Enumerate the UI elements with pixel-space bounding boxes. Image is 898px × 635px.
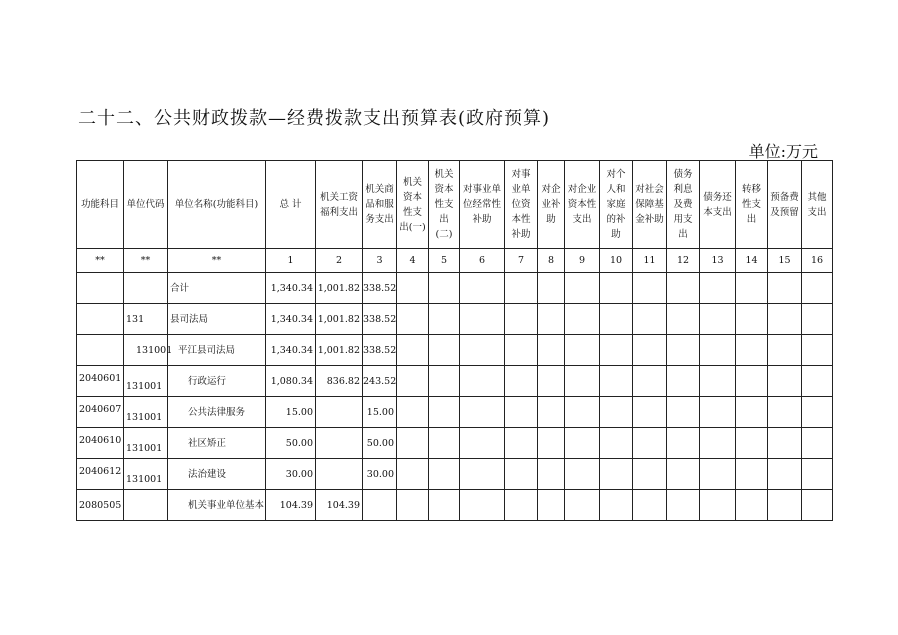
unit-code-cell: 131001 <box>124 397 168 428</box>
unit-name-cell: 社区矫正 <box>168 428 266 459</box>
empty-cell <box>768 273 802 304</box>
empty-cell <box>633 366 667 397</box>
wages-cell: 1,001.82 <box>316 304 363 335</box>
empty-cell <box>429 428 460 459</box>
unit-code-cell: 131001 <box>124 459 168 490</box>
total-cell: 104.39 <box>266 490 316 521</box>
index-cell: 16 <box>802 249 833 273</box>
empty-cell <box>768 428 802 459</box>
empty-cell <box>565 366 600 397</box>
unit-name-cell: 县司法局 <box>168 304 266 335</box>
col-header-func-code: 功能科目 <box>77 161 124 249</box>
empty-cell <box>700 335 736 366</box>
empty-cell <box>565 490 600 521</box>
empty-cell <box>565 397 600 428</box>
empty-cell <box>397 459 429 490</box>
index-cell: 4 <box>397 249 429 273</box>
total-cell: 1,080.34 <box>266 366 316 397</box>
empty-cell <box>538 335 565 366</box>
col-header-debt-interest: 债务利息及费用支出 <box>667 161 700 249</box>
func-code-cell <box>77 273 124 304</box>
total-cell: 1,340.34 <box>266 304 316 335</box>
unit-name-cell: 公共法律服务 <box>168 397 266 428</box>
goods-services-cell: 338.52 <box>363 335 397 366</box>
col-header-household-subsidy: 对个人和家庭的补助 <box>600 161 633 249</box>
wages-cell <box>316 397 363 428</box>
col-header-total: 总 计 <box>266 161 316 249</box>
empty-cell <box>633 397 667 428</box>
goods-services-cell: 243.52 <box>363 366 397 397</box>
empty-cell <box>768 304 802 335</box>
empty-cell <box>700 490 736 521</box>
empty-cell <box>460 459 505 490</box>
index-cell: 1 <box>266 249 316 273</box>
empty-cell <box>667 366 700 397</box>
col-header-wages: 机关工资福利支出 <box>316 161 363 249</box>
empty-cell <box>736 304 768 335</box>
total-cell: 30.00 <box>266 459 316 490</box>
empty-cell <box>600 459 633 490</box>
empty-cell <box>538 366 565 397</box>
empty-cell <box>736 273 768 304</box>
unit-code-cell <box>124 273 168 304</box>
empty-cell <box>565 273 600 304</box>
goods-services-cell: 15.00 <box>363 397 397 428</box>
empty-cell <box>460 428 505 459</box>
empty-cell <box>538 273 565 304</box>
empty-cell <box>397 397 429 428</box>
index-cell: 9 <box>565 249 600 273</box>
table-row <box>77 335 833 366</box>
goods-services-cell <box>363 490 397 521</box>
unit-code-cell: 131001 <box>124 428 168 459</box>
col-header-enterprise-capital: 对企业资本性支出 <box>565 161 600 249</box>
col-header-other: 其他支出 <box>802 161 833 249</box>
index-cell: 12 <box>667 249 700 273</box>
empty-cell <box>600 304 633 335</box>
col-header-debt-principal: 债务还本支出 <box>700 161 736 249</box>
empty-cell <box>460 397 505 428</box>
total-cell: 50.00 <box>266 428 316 459</box>
empty-cell <box>505 428 538 459</box>
empty-cell <box>768 366 802 397</box>
wages-cell <box>316 428 363 459</box>
empty-cell <box>460 304 505 335</box>
empty-cell <box>460 273 505 304</box>
empty-cell <box>538 459 565 490</box>
empty-cell <box>667 490 700 521</box>
empty-cell <box>802 273 833 304</box>
empty-cell <box>700 397 736 428</box>
empty-cell <box>429 397 460 428</box>
empty-cell <box>802 335 833 366</box>
empty-cell <box>736 335 768 366</box>
goods-services-cell: 50.00 <box>363 428 397 459</box>
func-code-cell <box>77 335 124 366</box>
unit-label: 单位:万元 <box>748 142 818 161</box>
index-cell: 8 <box>538 249 565 273</box>
empty-cell <box>460 366 505 397</box>
empty-cell <box>768 397 802 428</box>
empty-cell <box>505 366 538 397</box>
col-header-unit-code: 单位代码 <box>124 161 168 249</box>
empty-cell <box>429 459 460 490</box>
table-row <box>77 366 833 397</box>
empty-cell <box>565 459 600 490</box>
empty-cell <box>429 304 460 335</box>
func-code-cell: 2080505 <box>77 490 124 521</box>
index-cell: 2 <box>316 249 363 273</box>
table-row <box>77 397 833 428</box>
empty-cell <box>700 366 736 397</box>
empty-cell <box>429 366 460 397</box>
empty-cell <box>802 428 833 459</box>
empty-cell <box>802 490 833 521</box>
index-cell: ** <box>168 249 266 273</box>
empty-cell <box>667 459 700 490</box>
empty-cell <box>397 335 429 366</box>
wages-cell <box>316 459 363 490</box>
empty-cell <box>600 273 633 304</box>
empty-cell <box>633 459 667 490</box>
unit-name-cell: 平江县司法局 <box>168 335 266 366</box>
empty-cell <box>505 335 538 366</box>
col-header-reserve: 预备费及预留 <box>768 161 802 249</box>
col-header-capital-1: 机关资本性支出(一) <box>397 161 429 249</box>
total-cell: 15.00 <box>266 397 316 428</box>
empty-cell <box>700 304 736 335</box>
wages-cell: 1,001.82 <box>316 335 363 366</box>
empty-cell <box>700 428 736 459</box>
index-cell: 7 <box>505 249 538 273</box>
unit-name-cell: 机关事业单位基本 <box>168 490 266 521</box>
empty-cell <box>633 335 667 366</box>
unit-name-cell: 合计 <box>168 273 266 304</box>
unit-code-cell <box>124 490 168 521</box>
empty-cell <box>802 397 833 428</box>
func-code-cell: 2040610 <box>77 428 124 459</box>
empty-cell <box>429 490 460 521</box>
empty-cell <box>736 366 768 397</box>
empty-cell <box>397 366 429 397</box>
empty-cell <box>505 304 538 335</box>
empty-cell <box>802 366 833 397</box>
empty-cell <box>768 335 802 366</box>
empty-cell <box>736 397 768 428</box>
index-cell: 13 <box>700 249 736 273</box>
empty-cell <box>505 459 538 490</box>
unit-code-cell: 131 <box>124 304 168 335</box>
empty-cell <box>667 428 700 459</box>
total-cell: 1,340.34 <box>266 335 316 366</box>
col-header-goods-services: 机关商品和服务支出 <box>363 161 397 249</box>
empty-cell <box>538 397 565 428</box>
unit-name-cell: 行政运行 <box>168 366 266 397</box>
empty-cell <box>700 273 736 304</box>
empty-cell <box>600 335 633 366</box>
empty-cell <box>633 273 667 304</box>
empty-cell <box>736 428 768 459</box>
empty-cell <box>397 490 429 521</box>
table-row <box>77 490 833 521</box>
empty-cell <box>633 428 667 459</box>
empty-cell <box>736 490 768 521</box>
empty-cell <box>768 459 802 490</box>
total-cell: 1,340.34 <box>266 273 316 304</box>
col-header-unit-name: 单位名称(功能科目) <box>168 161 266 249</box>
index-cell: 5 <box>429 249 460 273</box>
unit-name-cell: 法治建设 <box>168 459 266 490</box>
empty-cell <box>600 366 633 397</box>
index-cell: 10 <box>600 249 633 273</box>
empty-cell <box>600 428 633 459</box>
budget-table <box>76 160 833 521</box>
empty-cell <box>736 459 768 490</box>
unit-code-cell: 131001 <box>124 335 168 366</box>
wages-cell: 1,001.82 <box>316 273 363 304</box>
empty-cell <box>397 428 429 459</box>
unit-code-cell: 131001 <box>124 366 168 397</box>
empty-cell <box>460 335 505 366</box>
empty-cell <box>538 304 565 335</box>
index-cell: ** <box>77 249 124 273</box>
empty-cell <box>667 273 700 304</box>
wages-cell: 104.39 <box>316 490 363 521</box>
index-row <box>77 249 833 273</box>
wages-cell: 836.82 <box>316 366 363 397</box>
index-cell: 6 <box>460 249 505 273</box>
empty-cell <box>768 490 802 521</box>
header-row <box>77 161 833 249</box>
table-row <box>77 459 833 490</box>
func-code-cell: 2040607 <box>77 397 124 428</box>
empty-cell <box>700 459 736 490</box>
index-cell: ** <box>124 249 168 273</box>
empty-cell <box>667 335 700 366</box>
table-row <box>77 273 833 304</box>
func-code-cell <box>77 304 124 335</box>
empty-cell <box>565 428 600 459</box>
table-row <box>77 304 833 335</box>
empty-cell <box>633 304 667 335</box>
empty-cell <box>397 304 429 335</box>
empty-cell <box>600 397 633 428</box>
index-cell: 14 <box>736 249 768 273</box>
page-title: 二十二、公共财政拨款—经费拨款支出预算表(政府预算) <box>78 108 551 129</box>
col-header-inst-subsidy: 对事业单位经常性补助 <box>460 161 505 249</box>
empty-cell <box>667 397 700 428</box>
empty-cell <box>565 335 600 366</box>
empty-cell <box>802 459 833 490</box>
empty-cell <box>538 490 565 521</box>
goods-services-cell: 338.52 <box>363 273 397 304</box>
empty-cell <box>505 273 538 304</box>
empty-cell <box>429 335 460 366</box>
col-header-inst-capital: 对事业单位资本性补助 <box>505 161 538 249</box>
func-code-cell: 2040612 <box>77 459 124 490</box>
empty-cell <box>633 490 667 521</box>
empty-cell <box>538 428 565 459</box>
empty-cell <box>802 304 833 335</box>
empty-cell <box>565 304 600 335</box>
func-code-cell: 2040601 <box>77 366 124 397</box>
empty-cell <box>600 490 633 521</box>
empty-cell <box>505 397 538 428</box>
index-cell: 15 <box>768 249 802 273</box>
empty-cell <box>429 273 460 304</box>
empty-cell <box>460 490 505 521</box>
goods-services-cell: 30.00 <box>363 459 397 490</box>
empty-cell <box>397 273 429 304</box>
table-row <box>77 428 833 459</box>
empty-cell <box>667 304 700 335</box>
index-cell: 11 <box>633 249 667 273</box>
col-header-social-security: 对社会保障基金补助 <box>633 161 667 249</box>
index-cell: 3 <box>363 249 397 273</box>
goods-services-cell: 338.52 <box>363 304 397 335</box>
col-header-transfer: 转移性支出 <box>736 161 768 249</box>
col-header-capital-2: 机关资本性支出(二) <box>429 161 460 249</box>
empty-cell <box>505 490 538 521</box>
col-header-enterprise-subsidy: 对企业补助 <box>538 161 565 249</box>
